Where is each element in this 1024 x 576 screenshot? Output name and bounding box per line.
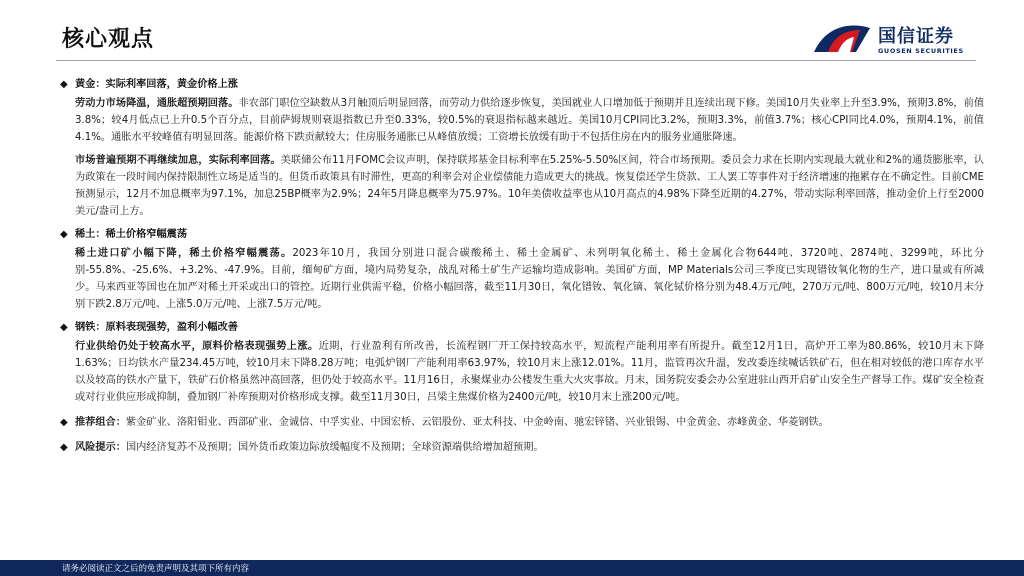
core-views-content [60, 76, 984, 456]
paragraph-steel [75, 338, 984, 406]
footer-disclaimer: 请务必阅读正文之后的免责声明及其项下所有内容 [62, 564, 250, 574]
recommendation-text: 紫金矿业、洛阳钼业、西部矿业、金诚信、中孚实业、中国宏桥、云铝股份、亚太科技、中金岭南、驰宏锌锗、兴业银锡、中金黄金、赤峰黄金、华菱钢铁。 [125, 417, 829, 428]
paragraph-gold-labor [75, 95, 984, 146]
diamond-bullet-icon: ◆ [60, 322, 68, 333]
risk-text: 国内经济复苏不及预期；国外货币政策边际放缓幅度不及预期；全球资源端供给增加超预期。 [125, 442, 544, 453]
paragraph-body: 非农部门职位空缺数从3月触顶后明显回落，而劳动力供给逐步恢复，美国就业人口增加低于预期并且连续出现下修。美国10月失业率上升至3.9%，预期3.8%，前值3.8%；较4月低点已上升0.5个百分点，目前萨姆规则衰退指数已升至0.33%，较0.5%的衰退指标越来越近。美国10月CPI同比3.2%，预期3.3%，前值3.7%；核心CPI同比4.0%，预期4.1%，前值4.1%。通胀水平较峰值有明显回落。能源价格下跌贡献较大；住房服务通胀已从峰值放缓；工资增长放缓有助于不包括住房在内的服务业通胀降速。 [75, 98, 985, 143]
paragraph-body: 美联储公布11月FOMC会议声明，保持联邦基金目标利率在5.25%-5.50%区间，符合市场预期。委员会力求在长期内实现最大就业和2%的通货膨胀率，认为政策在一段时间内保持限制性立场是适当的。但货币政策具有时滞性，更高的利率会对企业偿债能力造成更大的挑战。恢复偿还学生贷款、工人罢工等事件对于经济增速的拖累存在不确定性。目前CME预测显示，12月不加息概率为97.1%，加息25BP概率为2.9%；24年5月降息概率为75.97%。10年美债收益率也从10月高点的4.98%下降至近期的4.27%，带动实际利率回落，推动金价上行至2000美元/盎司上方。 [75, 155, 984, 217]
paragraph-body: 近期，行业盈利有所改善，长流程钢厂开工保持较高水平，短流程产能利用率有所提升。截至12月1日，高炉开工率为80.86%，较10月末下降1.63%；日均铁水产量234.45万吨，较10月末下降8.28万吨；电弧炉钢厂产能利用率63.97%，较10月末上涨12.01%。11月，监管再次升温，发改委连续喊话铁矿石，但在相对较低的港口库存水平以及较高的铁水产量下，铁矿石价格虽然冲高回落，但仍处于较高水平。11月16日，永聚煤业办公楼发生重大火灾事故。月末，国务院安委会办公室进驻山西开启矿山安全生产督导工作。煤矿安全检查或对行业供应形成抑制，叠加钢厂补库预期对价格形成支撑。截至11月30日，吕梁主焦煤价格为2400元/吨，较10月末上涨200元/吨。 [75, 341, 985, 403]
paragraph-rare-earth [75, 245, 984, 313]
logo-text-cn: 国信证券 [878, 26, 954, 47]
section-heading-text: 黄金：实际利率回落，黄金价格上涨 [75, 79, 238, 90]
title-divider [56, 60, 976, 61]
risk-warning-line [60, 439, 984, 456]
recommendation-line [60, 414, 984, 431]
diamond-bullet-icon: ◆ [60, 442, 68, 453]
section-heading-gold [60, 76, 984, 93]
guosen-logo [812, 18, 992, 60]
page-header [0, 0, 1024, 62]
paragraph-body: 2023年10月，我国分别进口混合碳酸稀土、稀土金属矿、未列明氧化稀土、稀土金属化合物644吨、3720吨、2874吨、3299吨，环比分别-55.8%、-25.6%、+3.2%、-47.9%。目前，缅甸矿方面，境内局势复杂，战乱对稀土矿生产运输均造成影响。美国矿方面，MP Materials公司三季度已实现镨钕氧化物的生产，进口量或有所减少。马来西亚等国也在加严对稀土开采或出口的管控。近期行业供需平稳，价格小幅回落，截至11月30日，氧化镨钕、氧化镝、氧化铽价格分别为48.4万元/吨，270万元/吨、800万元/吨，较10月末分别下跌2.8万元/吨、上涨5.0万元/吨、上涨7.5万元/吨。 [75, 248, 985, 310]
recommendation-label: 推荐组合： [75, 417, 126, 428]
section-heading-text: 钢铁：原料表现强势，盈利小幅改善 [75, 322, 238, 333]
section-heading-text: 稀土：稀土价格窄幅震荡 [75, 229, 188, 240]
paragraph-gold-rates [75, 152, 984, 220]
risk-label: 风险提示： [75, 442, 126, 453]
paragraph-lead: 劳动力市场降温，通胀超预期回落。 [75, 98, 239, 109]
diamond-bullet-icon: ◆ [60, 229, 68, 240]
section-heading-rare-earth [60, 226, 984, 243]
paragraph-lead: 市场普遍预期不再继续加息，实际利率回落。 [75, 155, 281, 166]
footer-bar [0, 560, 1024, 576]
paragraph-lead: 稀土进口矿小幅下降，稀土价格窄幅震荡。 [75, 248, 293, 259]
guosen-logo-icon [812, 22, 872, 54]
logo-text-en: GUOSEN SECURITIES [878, 47, 964, 55]
page-title: 核心观点 [62, 27, 155, 52]
paragraph-lead: 行业供给仍处于较高水平，原料价格表现强势上涨。 [75, 341, 319, 352]
diamond-bullet-icon: ◆ [60, 417, 68, 428]
section-heading-steel [60, 319, 984, 336]
diamond-bullet-icon: ◆ [60, 79, 68, 90]
